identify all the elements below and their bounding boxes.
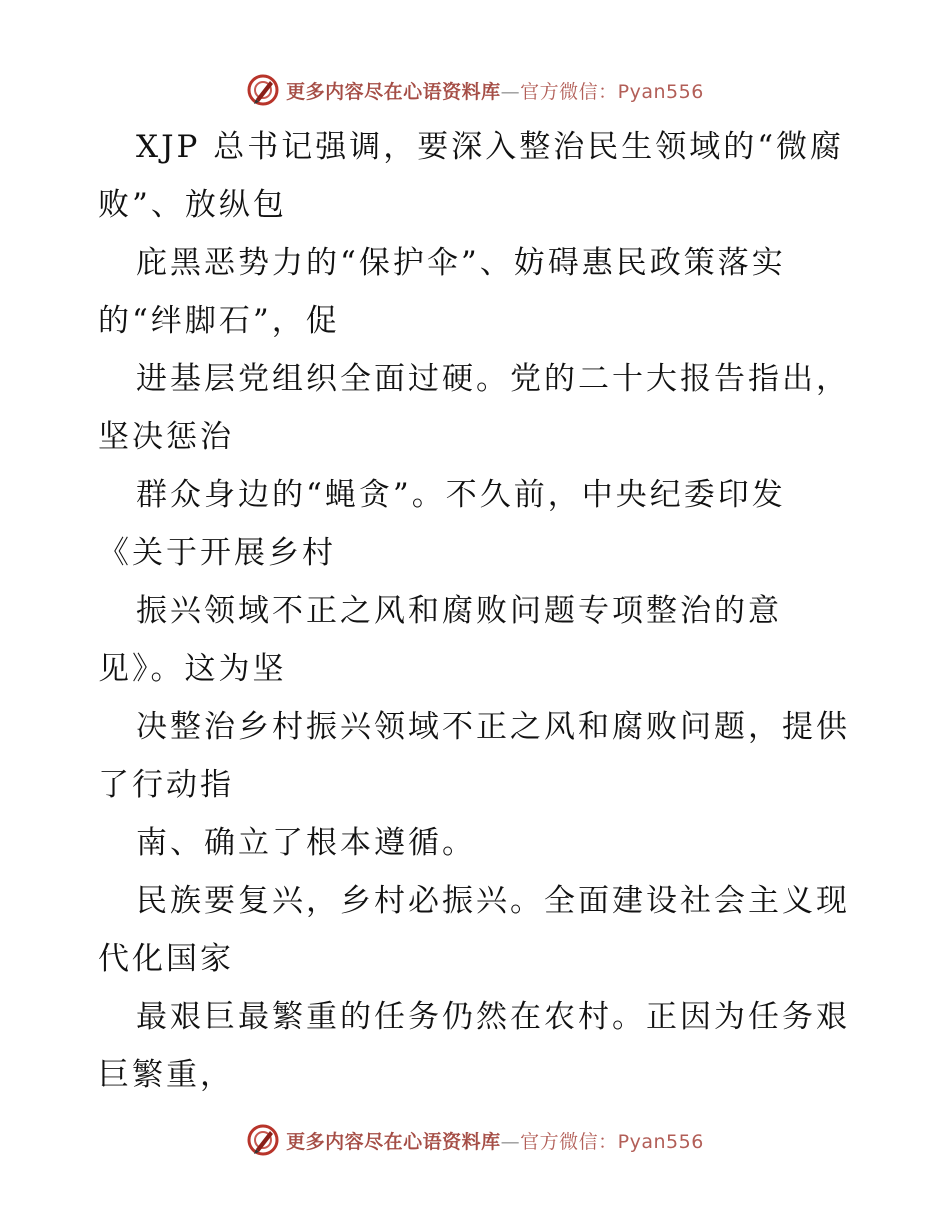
header-watermark xyxy=(0,70,950,110)
text-line: 庇黑恶势力的“保护伞”、妨碍惠民政策落实 xyxy=(136,245,786,281)
watermark-separator: — xyxy=(500,80,521,103)
document-body xyxy=(98,118,868,1104)
text-line: 南、确立了根本遵循。 xyxy=(136,825,476,861)
pen-logo-icon xyxy=(246,1123,280,1157)
watermark-text xyxy=(286,1127,704,1154)
text-line: 群众身边的“蝇贪”。不久前，中央纪委印发 xyxy=(136,477,786,513)
watermark-text xyxy=(286,77,704,104)
watermark-brand: 更多内容尽在心语资料库 xyxy=(286,1130,501,1153)
text-line: 巨繁重， xyxy=(98,1057,234,1093)
watermark-separator: — xyxy=(500,1130,521,1153)
text-line: 振兴领域不正之风和腐败问题专项整治的意 xyxy=(136,593,782,629)
text-line: XJP 总书记强调，要深入整治民生领域的“微腐 xyxy=(136,129,845,165)
text-line: 的“绊脚石”，促 xyxy=(98,303,340,339)
text-line: 坚决惩治 xyxy=(98,419,234,455)
text-line: 了行动指 xyxy=(98,767,234,803)
text-line: 最艰巨最繁重的任务仍然在农村。正因为任务艰 xyxy=(136,999,850,1035)
text-line: 见》。这为坚 xyxy=(98,651,287,687)
watermark-wechat: 官方微信：Pyan556 xyxy=(520,80,704,103)
footer-watermark xyxy=(0,1120,950,1160)
pen-logo-icon xyxy=(246,73,280,107)
watermark-wechat: 官方微信：Pyan556 xyxy=(520,1130,704,1153)
text-line: 《关于开展乡村 xyxy=(98,535,336,571)
watermark-brand: 更多内容尽在心语资料库 xyxy=(286,80,501,103)
text-line: 进基层党组织全面过硬。党的二十大报告指出， xyxy=(136,361,850,397)
text-line: 民族要复兴，乡村必振兴。全面建设社会主义现 xyxy=(136,883,850,919)
text-line: 代化国家 xyxy=(98,941,234,977)
text-line: 败”、放纵包 xyxy=(98,187,287,223)
text-line: 决整治乡村振兴领域不正之风和腐败问题，提供 xyxy=(136,709,850,745)
